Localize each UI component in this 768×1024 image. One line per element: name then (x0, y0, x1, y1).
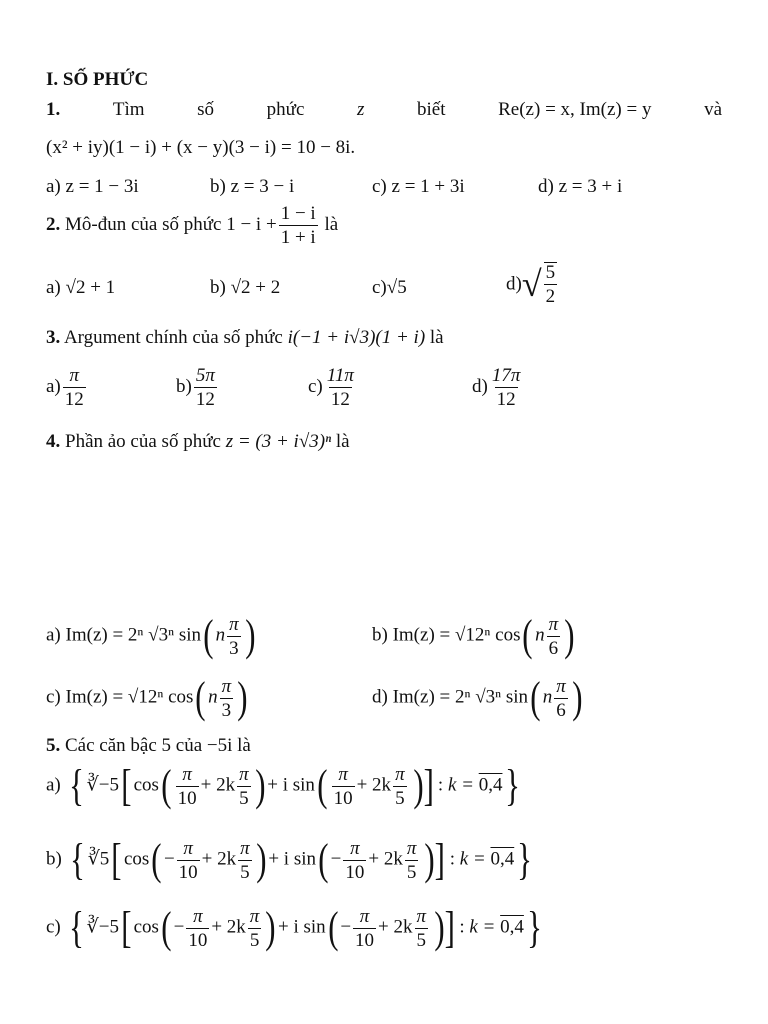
q4-stem: 4. Phần ảo của số phức z = (3 + i√3)ⁿ là (46, 431, 350, 452)
q1-condition: Re(z) = x, Im(z) = y (498, 99, 652, 120)
q5-stem: 5. Các căn bậc 5 của −5i là (46, 735, 251, 756)
q2-option-a: a) √2 + 1 (46, 277, 116, 298)
q1-line1: 1. Tìm số phức z biết Re(z) = x, Im(z) = y và (46, 99, 722, 120)
q3-option-c: c) $\frac{11\pi}{12}$ (308, 365, 354, 410)
q2-option-c: c)√5 (372, 277, 407, 298)
q3-option-b: b) $\frac{5\pi}{12}$ (176, 365, 215, 410)
q1-number: 1. (46, 99, 61, 120)
q4-option-c: c) Im(z) = √12ⁿ cos( n $\frac{\pi}{3}$ ) (46, 673, 248, 722)
section-title: I. SỐ PHỨC (46, 69, 149, 90)
q4-option-d: d) Im(z) = 2ⁿ √3ⁿ sin( n $\frac{\pi}{6}$ ) (372, 673, 583, 722)
q1-option-a: a) z = 1 − 3i (46, 176, 139, 197)
q3-option-d: d) $\frac{17\pi}{12}$ (472, 365, 521, 410)
q5-option-c: c) { ∛−5[ cos( − $\frac{\pi}{10}$ + 2k $\frac{\pi}{5}$ ) + i sin( − $\frac{\pi}{10}$ + 2k $\frac{\pi}{5}$ )] : k = 0,4} (46, 903, 542, 952)
q4-option-a: a) Im(z) = 2ⁿ √3ⁿ sin( n $\frac{\pi}{3}$ ) (46, 611, 256, 660)
q5-option-a: a) { ∛−5[ cos( $\frac{\pi}{10}$ + 2k $\frac{\pi}{5}$ ) + i sin( $\frac{\pi}{10}$ + 2k $\frac{\pi}{5}$ )] : k = 0,4} (46, 761, 521, 810)
q3-option-a: a) $\frac{\pi}{12}$ (46, 365, 84, 410)
q1-option-b: b) z = 3 − i (210, 176, 295, 197)
q1-equation: (x² + iy)(1 − i) + (x − y)(3 − i) = 10 − 8i. (46, 137, 356, 158)
q3-stem: 3. Argument chính của số phức i(−1 + i√3)(1 + i) là (46, 327, 444, 348)
q1-option-d: d) z = 3 + i (538, 176, 623, 197)
q2-stem: 2. Mô-đun của số phức 1 − i + $\frac{1 - i}{1 + i}$ là (46, 203, 339, 248)
q2-option-b: b) √2 + 2 (210, 277, 281, 298)
q2-option-d: d)√ $\frac{5}{2}$ (506, 262, 556, 307)
q4-option-b: b) Im(z) = √12ⁿ cos( n $\frac{\pi}{6}$ ) (372, 611, 575, 660)
q1-option-c: c) z = 1 + 3i (372, 176, 465, 197)
q5-option-b: b) { ∛5[ cos( − $\frac{\pi}{10}$ + 2k $\frac{\pi}{5}$ ) + i sin( − $\frac{\pi}{10}$ + 2k $\frac{\pi}{5}$ )] : k = 0,4} (46, 835, 533, 884)
